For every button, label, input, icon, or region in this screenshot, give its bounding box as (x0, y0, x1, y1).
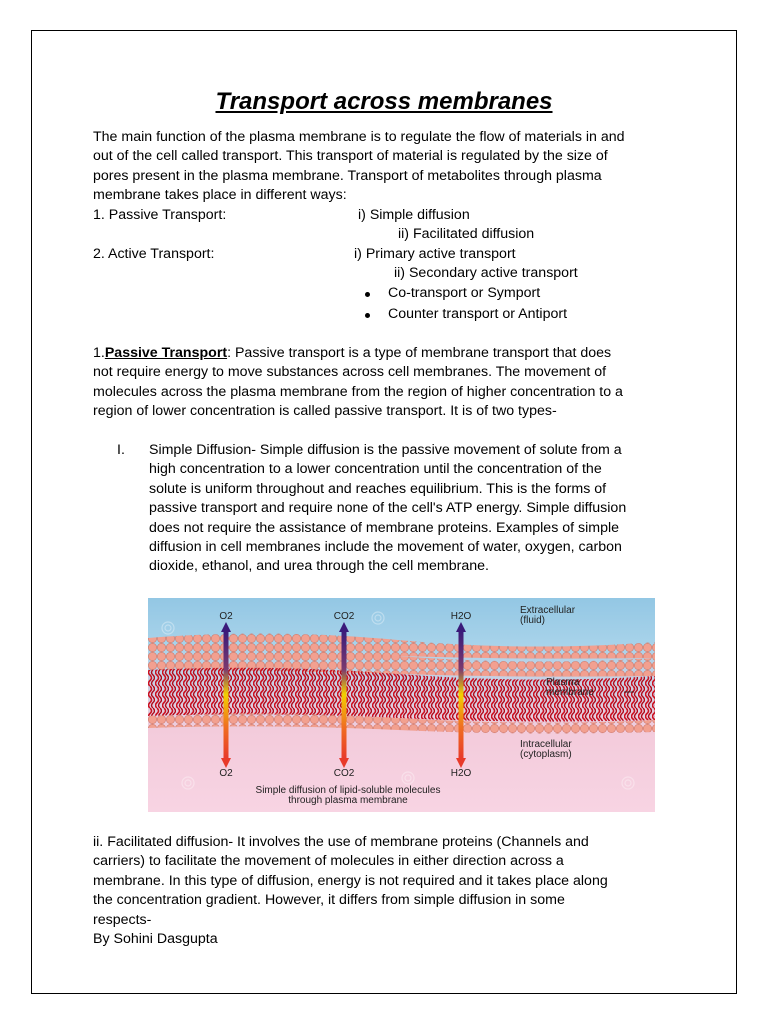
h2o-bottom-label: H2O (450, 768, 472, 779)
intro-paragraph (93, 128, 625, 206)
simple-line: solute is uniform throughout and reaches equilibrium. This is the forms of (149, 480, 607, 497)
facilitated-line: ii. Facilitated diffusion- It involves the use of membrane proteins (Channels and (93, 834, 589, 850)
extracellular-sublabel: (fluid) (520, 615, 546, 626)
membrane-diffusion-figure (148, 598, 655, 812)
passive-transport-label: 1. Passive Transport: (93, 207, 227, 223)
bullet-icon (365, 292, 370, 297)
intracellular-label: Intracellular (520, 739, 572, 750)
passive-type-1: i) Simple diffusion (358, 207, 470, 223)
co2-bottom-label: CO2 (333, 768, 355, 779)
o2-bottom-label: O2 (219, 768, 233, 779)
passive-line: not require energy to move substances across cell membranes. The movement of (93, 364, 607, 381)
simple-line: high concentration to a lower concentration until the concentration of the (149, 461, 602, 478)
figure-caption-line: through plasma membrane (288, 795, 408, 806)
plasma-membrane-label: Plasma (546, 677, 580, 688)
passive-first-line-text: : Passive transport is a type of membrane transport that does (227, 345, 612, 361)
active-type-1: i) Primary active transport (354, 246, 516, 262)
bullet-item-antiport: Counter transport or Antiport (388, 306, 568, 322)
passive-line: molecules across the plasma membrane from the region of higher concentration to a (93, 383, 623, 400)
simple-diffusion-paragraph (149, 441, 626, 577)
facilitated-line: membrane. In this type of diffusion, energy is not required and it takes place along (93, 872, 608, 889)
intro-line: membrane takes place in different ways: (93, 187, 347, 204)
passive-line: region of lower concentration is called passive transport. It is of two types- (93, 403, 557, 420)
simple-line: passive transport and require none of the cell's ATP energy. Simple diffusion (149, 500, 627, 517)
bullet-icon (365, 313, 370, 318)
active-type-2: ii) Secondary active transport (394, 265, 578, 281)
simple-line: dioxide, ethanol, and urea through the cell membrane. (149, 558, 489, 575)
intro-line: out of the cell called transport. This transport of material is regulated by the size of (93, 148, 608, 165)
simple-line: does not require the assistance of membrane proteins. Examples of simple (149, 519, 620, 536)
facilitated-line: the concentration gradient. However, it differs from simple diffusion in some (93, 892, 565, 909)
simple-line: Simple Diffusion- Simple diffusion is the passive movement of solute from a (149, 442, 622, 458)
passive-number: 1. (93, 345, 105, 361)
bullet-item-symport: Co-transport or Symport (388, 285, 541, 301)
active-transport-label: 2. Active Transport: (93, 246, 215, 262)
simple-line: diffusion in cell membranes include the movement of water, oxygen, carbon (149, 539, 622, 556)
intro-line: The main function of the plasma membrane is to regulate the flow of materials in and (93, 129, 625, 145)
author-line: By Sohini Dasgupta (93, 931, 218, 948)
h2o-top-label: H2O (450, 611, 472, 622)
extracellular-label: Extracellular (520, 605, 576, 616)
intracellular-sublabel: (cytoplasm) (520, 749, 572, 760)
figure-caption-line: Simple diffusion of lipid-soluble molecules (255, 785, 441, 796)
passive-first-line (93, 344, 623, 363)
facilitated-line: respects- (93, 911, 152, 928)
o2-top-label: O2 (219, 611, 233, 622)
page-title: Transport across membranes (215, 88, 553, 115)
plasma-membrane-sublabel: membrane (546, 687, 594, 698)
passive-type-2: ii) Facilitated diffusion (398, 226, 535, 242)
passive-heading: Passive Transport (104, 345, 228, 361)
co2-top-label: CO2 (333, 611, 355, 622)
passive-paragraph (93, 344, 623, 422)
facilitated-line: carriers) to facilitate the movement of molecules in either direction across a (93, 853, 564, 870)
intro-line: pores present in the plasma membrane. Transport of metabolites through plasma (93, 167, 602, 184)
facilitated-paragraph (93, 833, 608, 949)
simple-list-marker: I. (117, 442, 125, 458)
